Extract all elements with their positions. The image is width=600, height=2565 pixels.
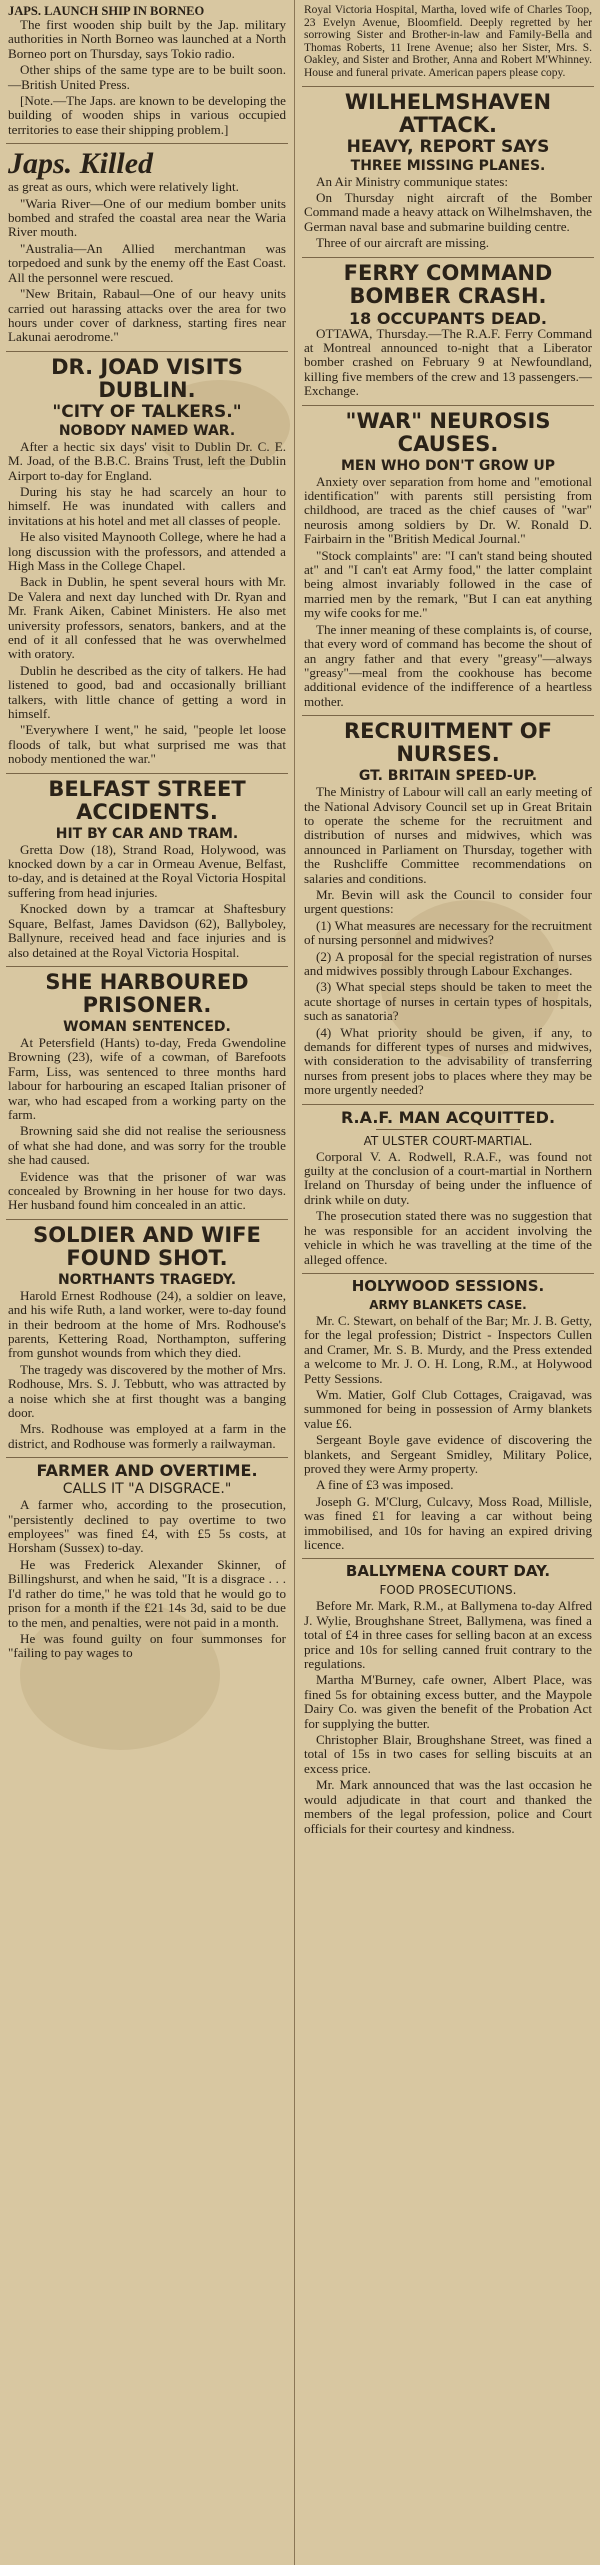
paragraph: An Air Ministry communique states: <box>316 173 509 189</box>
paragraph: The Ministry of Labour will call an early meeting of the National Advisory Council set up in Great Britain to operate the scheme for the recruitment and distribution of nurses and midwives, which was announced in Parliament on Thursday, together with the Rushcliffe Committee recommendations on salaries and conditions. <box>304 784 592 886</box>
paragraph: Other ships of the same type are to be built soon.—British United Press. <box>8 62 286 92</box>
paragraph: [Note.—The Japs. are known to be developing the building of wooden ships in various occupied territories to ease their shipping problem.] <box>8 93 286 137</box>
paragraph: Wm. Matier, Golf Club Cottages, Craigavad, was summoned for being in possession of Army blankets value £6. <box>304 1386 592 1431</box>
clipping-harboured-prisoner <box>6 971 288 1213</box>
paragraph: Anxiety over separation from home and "emotional identification" with parents still persisting from childhood, are traced as the chief causes of "war" neurosis among soldiers by Dr. W. Ronald D. Fairbairn in the "British Medical Journal." <box>304 473 592 547</box>
divider <box>6 1219 288 1220</box>
headline: FERRY COMMAND BOMBER CRASH. <box>343 260 553 308</box>
clipping-nurses <box>302 720 594 1098</box>
clipping-wilhelmshaven <box>302 91 594 251</box>
headline: FARMER AND OVERTIME. <box>36 1461 258 1481</box>
headline: SOLDIER AND WIFE FOUND SHOT. <box>33 1222 261 1270</box>
subheadline: 18 OCCUPANTS DEAD. <box>349 308 547 328</box>
paragraph: Knocked down by a tramcar at Shaftesbury Square, Belfast, James Davidson (62), Ballyboley, Ballynure, received head and face injuries and is also detained at the Royal Victoria Hospital. <box>8 901 286 960</box>
clipping-soldier-wife <box>6 1224 288 1451</box>
divider <box>302 1273 594 1274</box>
paragraph: Mrs. Rodhouse was employed at a farm in the district, and Rodhouse was formerly a railwayman. <box>8 1421 286 1451</box>
paragraph: Dublin he described as the city of talkers. He had listened to good, bad and occasionally brilliant talkers, with little chance of getting a word in himself. <box>8 662 286 722</box>
subheadline: FOOD PROSECUTIONS. <box>379 1583 517 1598</box>
divider <box>6 773 288 774</box>
paragraph: Harold Ernest Rodhouse (24), a soldier on leave, and his wife Ruth, a land worker, were to-day found in their bedroom at the home of Mrs. Rodhouse's parents, Kettering Road, Northampton, suffering from gunshot wounds from which they died. <box>8 1287 286 1361</box>
paragraph: He was found guilty on four summonses for "failing to pay wages to <box>8 1630 286 1661</box>
divider <box>302 715 594 716</box>
divider <box>6 1457 288 1458</box>
divider <box>302 1558 594 1559</box>
paragraph: Gretta Dow (18), Strand Road, Holywood, was knocked down by a car in Ormeau Avenue, Belfast, to-day, and is detained at the Royal Victoria Hospital suffering from head injuries. <box>8 841 286 900</box>
clipping-holywood-sessions <box>302 1278 594 1553</box>
divider <box>302 257 594 258</box>
subheadline: "CITY OF TALKERS." <box>52 401 242 422</box>
subheadline: NORTHANTS TRAGEDY. <box>57 1271 237 1288</box>
paragraph: "New Britain, Rabaul—One of our heavy units carried out harassing attacks over the area for two hours under cover of darkness, starting fires near Lakunai aerodrome." <box>8 286 286 345</box>
paragraph: After a hectic six days' visit to Dublin Dr. C. E. M. Joad, of the B.B.C. Brains Trust, left the Dublin Airport to-day for England. <box>8 438 286 483</box>
subheadline: ARMY BLANKETS CASE. <box>369 1297 527 1312</box>
paragraph: Mr. C. Stewart, on behalf of the Bar; Mr. J. B. Getty, for the legal profession; District - Inspectors Cullen and Cramer, Mr. S. B. Murdy, and the Press extended a welcome to Mr. J. O. H. Long, R.M., at Holywood Petty Sessions. <box>304 1312 592 1386</box>
headline: SHE HARBOURED PRISONER. <box>45 969 249 1017</box>
paragraph: On Thursday night aircraft of the Bomber Command made a heavy attack on Wilhelmshaven, the German naval base and submarine building centre. <box>304 189 592 234</box>
subheadline: AT ULSTER COURT-MARTIAL. <box>363 1133 533 1148</box>
divider <box>302 86 594 87</box>
headline: RECRUITMENT OF NURSES. <box>344 719 552 767</box>
paragraph: Three of our aircraft are missing. <box>316 235 490 251</box>
subheadline: WOMAN SENTENCED. <box>63 1018 231 1035</box>
divider <box>6 143 288 144</box>
paragraph: A farmer who, according to the prosecution, "persistently declined to pay overtime to two employees" was fined £4, with £5 5s costs, at Horsham (Sussex) to-day. <box>8 1497 286 1556</box>
subheadline: GT. BRITAIN SPEED-UP. <box>358 768 538 785</box>
headline: HOLYWOOD SESSIONS. <box>351 1276 545 1295</box>
paragraph: "Waria River—One of our medium bomber units bombed and strafed the coastal area near the Waria River mouth. <box>8 195 286 240</box>
clipping-farmer-overtime <box>6 1462 288 1660</box>
headline: BALLYMENA COURT DAY. <box>345 1562 551 1581</box>
paragraph: Corporal V. A. Rodwell, R.A.F., was found not guilty at the conclusion of a court-martial in Northern Ireland on Thursday of being under the influence of drink while on duty. <box>304 1148 592 1207</box>
paragraph: (3) What special steps should be taken to meet the acute shortage of nurses in certain types of hospitals, such as sanatoria? <box>304 979 592 1024</box>
paragraph: Christopher Blair, Broughshane Street, was fined a total of 15s in two cases for selling biscuits at an excess price. <box>304 1732 592 1776</box>
paragraph: Mr. Bevin will ask the Council to consider four urgent questions: <box>304 886 592 917</box>
clipping-japs-killed <box>6 148 288 344</box>
clipping-funeral-notice <box>302 4 594 80</box>
clipping-belfast-accidents <box>6 778 288 960</box>
headline: R.A.F. MAN ACQUITTED. <box>340 1107 556 1127</box>
right-column <box>296 0 600 2565</box>
clipping-japs-launch-ship <box>6 4 288 137</box>
divider <box>6 966 288 967</box>
clipping-ferry-command <box>302 262 594 399</box>
paragraph: The first wooden ship built by the Jap. military authorities in North Borneo was launched at a North Borneo port on Thursday, says Tokio radio. <box>8 17 286 61</box>
headline: DR. JOAD VISITS DUBLIN. <box>51 354 243 402</box>
paragraph: Martha M'Burney, cafe owner, Albert Place, was fined 5s for obtaining excess butter, and the Maypole Dairy Co. was given the benefit of the Probation Act for supplying the butter. <box>304 1672 592 1731</box>
clipping-dr-joad <box>6 356 288 767</box>
paragraph: as great as ours, which were relatively light. <box>8 179 239 195</box>
subheadline: NOBODY NAMED WAR. <box>58 422 236 439</box>
paragraph: "Australia—An Allied merchantman was torpedoed and sunk by the enemy off the East Coast. All the personnel were rescued. <box>8 240 286 285</box>
subheadline: HIT BY CAR AND TRAM. <box>55 825 239 842</box>
headline: Japs. Killed <box>8 147 154 181</box>
paragraph: "Everywhere I went," he said, "people let loose floods of talk, but what surprised me was that nobody mentioned the war." <box>8 722 286 767</box>
headline: BELFAST STREET ACCIDENTS. <box>48 776 246 824</box>
paragraph: The inner meaning of these complaints is, of course, that every word of command has become the shout of an angry father and that every "greasy"—always "greasy"—meal from the cookhouse has become additional evidence of the indifference of a heartless mother. <box>304 621 592 709</box>
divider <box>302 405 594 406</box>
divider <box>6 351 288 352</box>
paragraph: The prosecution stated there was no suggestion that he was responsible for an accident involving the vehicle in which he was travelling at the time of the alleged offence. <box>304 1208 592 1267</box>
paragraph: During his stay he had scarcely an hour to himself. He was inundated with callers and invitations at his hotel and met all classes of people. <box>8 483 286 528</box>
subheadline: MEN WHO DON'T GROW UP <box>340 457 556 474</box>
divider <box>376 1129 520 1130</box>
subheadline: HEAVY, REPORT SAYS <box>346 136 550 157</box>
headline: JAPS. LAUNCH SHIP IN BORNEO <box>8 4 205 18</box>
divider <box>302 1104 594 1105</box>
subheadline: THREE MISSING PLANES. <box>350 157 546 174</box>
clipping-war-neurosis <box>302 410 594 710</box>
headline: WILHELMSHAVEN ATTACK. <box>344 89 552 137</box>
clipping-raf-acquitted <box>302 1109 594 1267</box>
paragraph: Royal Victoria Hospital, Martha, loved wife of Charles Toop, 23 Evelyn Avenue, Bloomfield. Deeply regretted by her sorrowing Sister and Brother-in-law and Family-Bella and Thomas Roberts, 11 Irene Avenue; also her Sister, Mrs. S. Oakley, and Sister and Brother, Anna and Robert M'Whinney. House and funeral private. American papers please copy. <box>304 4 592 79</box>
paragraph: Evidence was that the prisoner of war was concealed by Browning in her house for two days. Her husband found him concealed in an attic. <box>8 1168 286 1213</box>
paragraph: (2) A proposal for the special registration of nurses and midwives possibly through Labour Exchanges. <box>304 948 592 978</box>
clipping-ballymena <box>302 1563 594 1836</box>
paragraph: Joseph G. M'Clurg, Culcavy, Moss Road, Millisle, was fined £1 for leaving a car without being immobilised, and 10s for having an expired driving licence. <box>304 1493 592 1552</box>
paragraph: Sergeant Boyle gave evidence of discovering the blankets, and Sergeant Smidley, Military Police, proved they were Army property. <box>304 1432 592 1476</box>
subheadline: CALLS IT "A DISGRACE." <box>62 1481 232 1498</box>
paragraph: Before Mr. Mark, R.M., at Ballymena to-day Alfred J. Wylie, Broughshane Street, Ballymena, was fined a total of £4 in three cases for selling bacon at an excess price and 10s for selling canned fruit contrary to the regulations. <box>304 1598 592 1672</box>
paragraph: (1) What measures are necessary for the recruitment of nursing personnel and midwives? <box>304 917 592 948</box>
paragraph: The tragedy was discovered by the mother of Mrs. Rodhouse, Mrs. S. J. Tebbutt, who was attracted by a noise which she at first thought was a banging door. <box>8 1361 286 1421</box>
paragraph: He also visited Maynooth College, where he had a long discussion with the professors, and attended a High Mass in the College Chapel. <box>8 529 286 573</box>
paragraph: At Petersfield (Hants) to-day, Freda Gwendoline Browning (23), wife of a cowman, of Barefoots Farm, Liss, was sentenced to three months hard labour for harbouring an escaped Italian prisoner of war, who had escaped from a working party on the farm. <box>8 1034 286 1122</box>
paragraph: (4) What priority should be given, if any, to demands for different types of nurses and midwives, with consideration to the advisability of transferring nurses from present jobs to places where they may be more urgently needed? <box>304 1024 592 1098</box>
paragraph: "Stock complaints" are: "I can't stand being shouted at" and "I can't eat Army food," the latter complaint being almost invariably followed in the case of married men by the remark, "But I can eat anything my wife cooks for me." <box>304 547 592 621</box>
paragraph: Mr. Mark announced that was the last occasion he would adjudicate in that court and thanked the members of the legal profession, police and Court officials for their courtesy and kindness. <box>304 1777 592 1836</box>
paragraph: A fine of £3 was imposed. <box>316 1477 454 1493</box>
paragraph: Back in Dublin, he spent several hours with Mr. De Valera and next day lunched with Dr. Ryan and Mr. Frank Aiken, Cabinet Ministers. He also met university professors, senators, bankers, and at the end of it all confessed that he was overwhelmed with oratory. <box>8 574 286 662</box>
left-column <box>0 0 295 2565</box>
paragraph: Browning said she did not realise the seriousness of what she had done, and was sorry for the trouble she had caused. <box>8 1123 286 1168</box>
paragraph: He was Frederick Alexander Skinner, of Billingshurst, and when he said, "It is a disgrace . . . I'd rather do time," he was told that he would go to prison for a month if the £21 14s 3d, said to be due to the men, and penalties, were not paid in a month. <box>8 1556 286 1630</box>
paragraph: OTTAWA, Thursday.—The R.A.F. Ferry Command at Montreal announced to-night that a Liberator bomber crashed on February 9 at Newfoundland, killing five members of the crew and 13 passengers.—Exchange. <box>304 325 592 399</box>
headline: "WAR" NEUROSIS CAUSES. <box>345 408 551 456</box>
